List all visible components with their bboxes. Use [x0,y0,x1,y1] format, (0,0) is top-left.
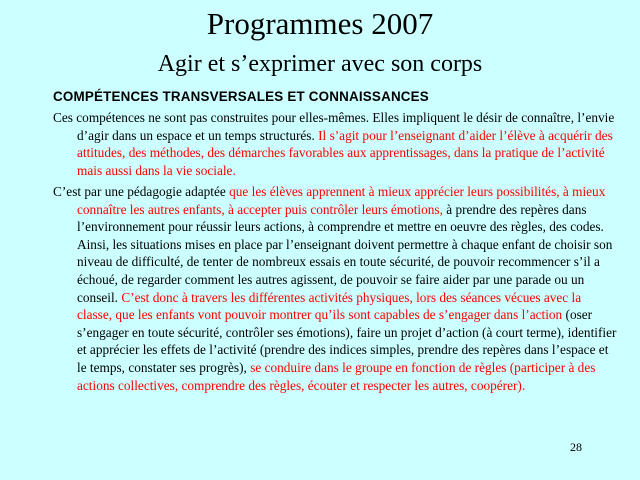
section-heading: COMPÉTENCES TRANSVERSALES ET CONNAISSANCES [53,89,429,104]
page-number: 28 [570,440,582,454]
paragraph-2-text-red-3: se conduire dans le groupe en fonction de règles (participer à des actions collectives, comprendre des règles, écouter et respecter les autres, coopérer). [77,359,596,393]
paragraph-pedagogie [53,183,617,394]
paragraph-2-text-black-3: (oser s’engager en toute sécurité, contrôler ses émotions), faire un projet d’action (à court terme), identifier et apprécier les effets de l’activité (prendre des indices simples, prendre des repères dans l’espace et le temps, constater ses progrès), [77,307,617,375]
paragraph-2-text-black-1: C’est par une pédagogie adaptée [53,184,230,199]
paragraph-2-text-black-2: à prendre des repères dans l’environnement pour réussir leurs actions, à comprendre et mettre en oeuvre des règles, des codes. Ainsi, les situations mises en place par l’enseignant doivent permettre à chaque enfant de choisir son niveau de difficulté, de tenter de nombreux essais en toute sécurité, de pouvoir recommencer s’il a échoué, de regarder comment les autres agissent, de pouvoir se faire aider par une parade ou un conseil. [77,201,613,305]
slide-title: Programmes 2007 [206,6,434,41]
paragraph-1-text-black: Ces compétences ne sont pas construites pour elles-mêmes. Elles impliquent le désir de connaître, l’envie d’agir dans un espace et un temps structurés. [53,110,615,143]
paragraph-2-text-red-1: que les élèves apprennent à mieux apprécier leurs possibilités, à mieux connaître les autres enfants, à accepter puis contrôler leurs émotions, [77,184,606,217]
paragraph-1-text-red: Il s’agit pour l’enseignant d’aider l’élève à acquérir des attitudes, des méthodes, des démarches favorables aux apprentissages, dans la pratique de l’activité mais aussi dans la vie sociale. [77,127,613,178]
paragraph-competences [53,109,617,179]
slide-subtitle: Agir et s’exprimer avec son corps [157,51,483,77]
paragraph-2-text-red-2: C’est donc à travers les différentes activités physiques, lors des séances vécues avec la classe, que les enfants vont pouvoir montrer qu’ils sont capables de s’engager dans l’action [77,289,582,323]
